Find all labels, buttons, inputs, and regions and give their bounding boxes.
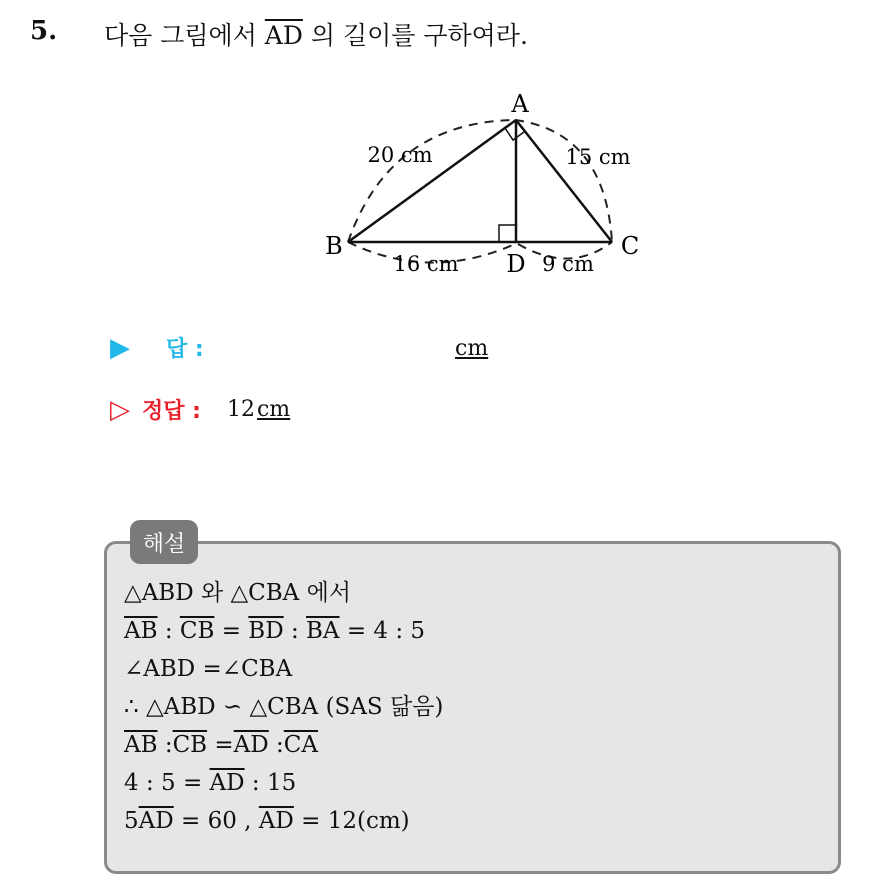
explanation-line-5: $\overline{AB}$ $:\overline{CB} =\overline{AD}$ $:\overline{CA}$ [124,732,319,758]
explanation-line-4: ∴ △ABD ∽ △CBA (SAS 닮음) [124,694,444,720]
answer-unit: cm [455,336,489,361]
correct-value: 12cm [226,397,291,422]
explanation-line-3: ∠ABD =∠CBA [124,656,293,682]
correct-answer-row [110,394,290,425]
explanation-line-6: 4 : $5 = \overline{AD}$ : 15 [124,770,297,796]
question-text: 다음 그림에서 $\overline{AD}$ 의 길이를 구하여라. [104,21,528,50]
length-ab: 20 cm [367,143,433,167]
explanation-line-1: △ABD 와 △CBA 에서 [124,580,352,606]
play-icon: ▶ [110,332,130,363]
explanation-line-7: $5\overline{AD} = 60$ , $\overline{AD} = 12(cm)$ [124,808,410,834]
answer-row [110,332,204,363]
explanation-lines [124,574,443,840]
question-number: 5. [30,16,58,46]
length-ac: 15 cm [565,145,631,169]
segment-ad: $\overline{AD}$ [264,21,303,50]
triangle-figure [300,82,660,292]
label-d: D [506,250,526,278]
label-b: B [325,232,343,260]
explanation-tab: 해설 [130,520,198,564]
outline-play-icon: ▷ [110,394,130,425]
explanation-line-2: $\overline{AB}$ : $\overline{CB} = \overline{BD}$ : $\overline{BA} = 4$ : 5 [124,618,426,644]
answer-label: 답 : [166,337,204,362]
label-a: A [511,90,529,118]
label-c: C [620,232,640,260]
length-bd: 16 cm [393,252,459,276]
correct-label: 정답 : [142,399,201,424]
length-dc: 9 cm [542,252,594,276]
